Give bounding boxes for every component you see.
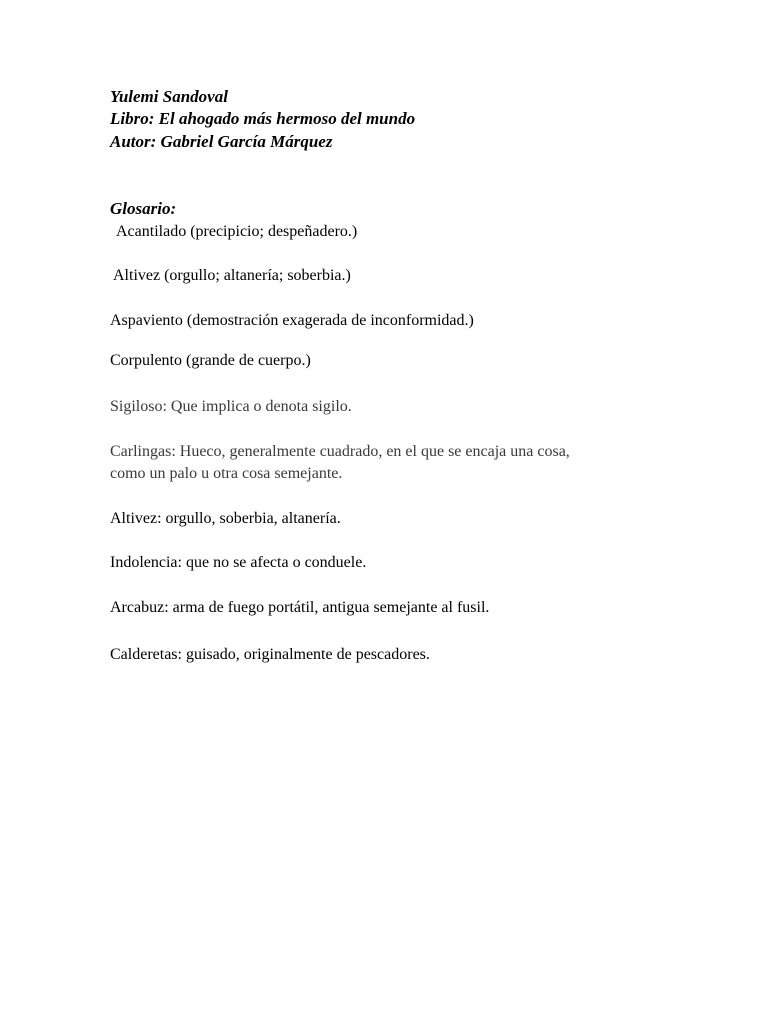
glossary-entry: Carlingas: Hueco, generalmente cuadrado, en el que se encaja una cosa,	[110, 443, 570, 460]
glossary-entry: Arcabuz: arma de fuego portátil, antigua semejante al fusil.	[110, 599, 490, 616]
author-line: Autor: Gabriel García Márquez	[110, 132, 333, 151]
glossary-entry: Altivez: orgullo, soberbia, altanería.	[110, 510, 341, 527]
glossary-entry: Aspaviento (demostración exagerada de inconformidad.)	[110, 312, 474, 329]
student-name: Yulemi Sandoval	[110, 87, 228, 106]
glossary-entry: Altivez (orgullo; altanería; soberbia.)	[113, 267, 351, 284]
glossary-entry-continuation: como un palo u otra cosa semejante.	[110, 465, 343, 482]
glossary-title: Glosario:	[110, 199, 177, 218]
book-title-line: Libro: El ahogado más hermoso del mundo	[110, 109, 416, 128]
glossary-entry: Corpulento (grande de cuerpo.)	[110, 352, 311, 369]
glossary-entry: Calderetas: guisado, originalmente de pescadores.	[110, 646, 430, 663]
glossary-entry: Sigiloso: Que implica o denota sigilo.	[110, 398, 352, 415]
glossary-entry: Acantilado (precipicio; despeñadero.)	[116, 223, 358, 240]
glossary-entry: Indolencia: que no se afecta o conduele.	[110, 554, 367, 571]
